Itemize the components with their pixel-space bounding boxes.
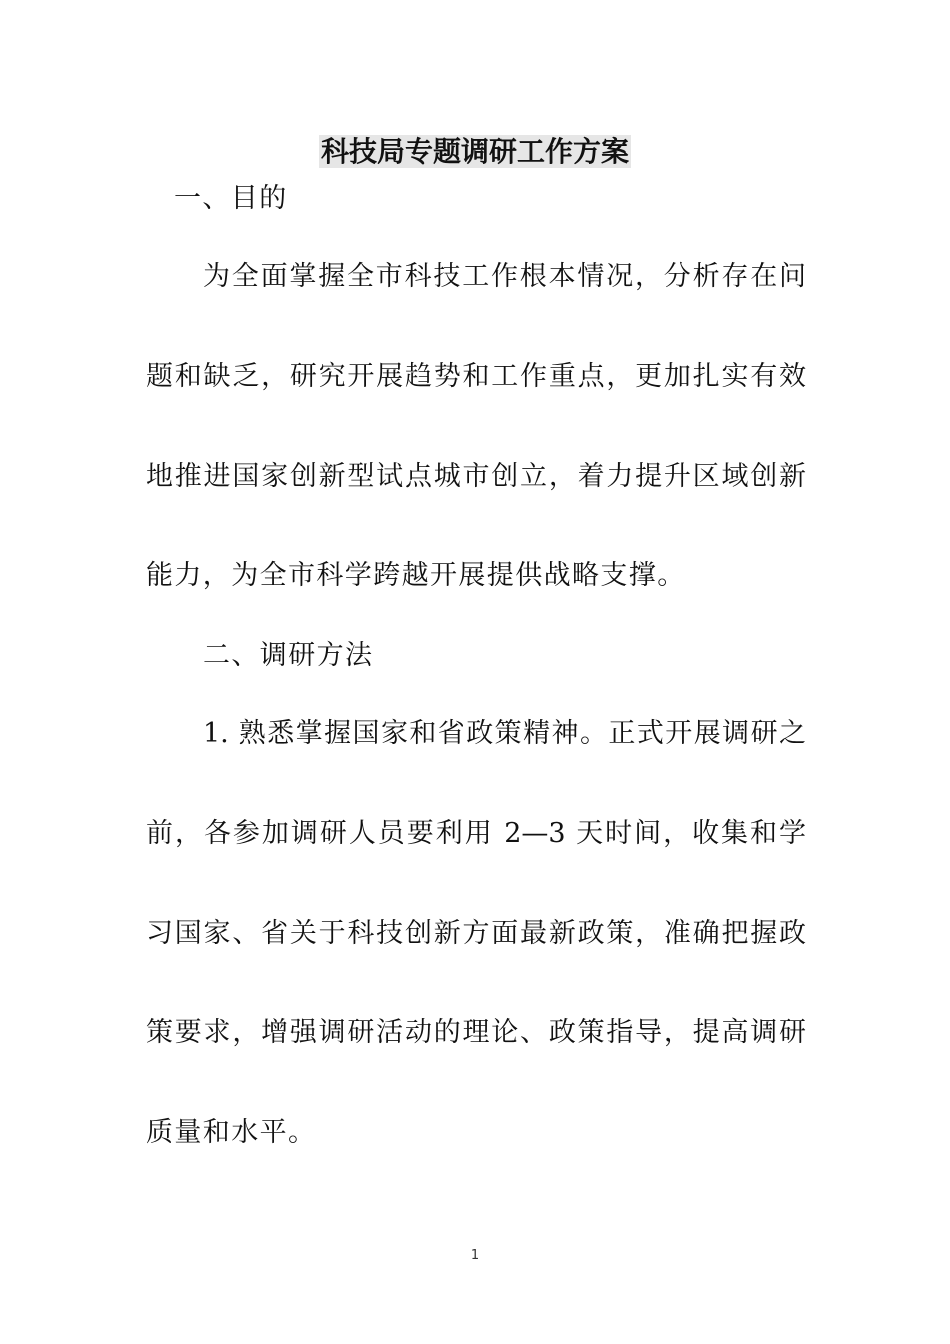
section-heading-purpose: 一、目的 bbox=[174, 183, 288, 214]
section-heading-method: 二、调研方法 bbox=[203, 640, 374, 671]
document-title bbox=[0, 132, 950, 172]
paragraph-line: 地推进国家创新型试点城市创立，着力提升区域创新 bbox=[146, 461, 806, 492]
paragraph-line: 1. 熟悉掌握国家和省政策精神。正式开展调研之 bbox=[203, 718, 806, 749]
document-title-text: 科技局专题调研工作方案 bbox=[320, 135, 629, 168]
paragraph-line: 题和缺乏，研究开展趋势和工作重点，更加扎实有效 bbox=[146, 361, 806, 392]
paragraph-line: 为全面掌握全市科技工作根本情况，分析存在问 bbox=[203, 261, 806, 292]
paragraph-line: 前，各参加调研人员要利用 2—3 天时间，收集和学 bbox=[146, 818, 806, 849]
paragraph-line: 能力，为全市科学跨越开展提供战略支撑。 bbox=[146, 560, 686, 591]
paragraph-line: 质量和水平。 bbox=[146, 1117, 317, 1148]
paragraph-line: 策要求，增强调研活动的理论、政策指导，提高调研 bbox=[146, 1017, 806, 1048]
paragraph-line: 习国家、省关于科技创新方面最新政策，准确把握政 bbox=[146, 918, 806, 949]
page-number: 1 bbox=[470, 1248, 480, 1263]
